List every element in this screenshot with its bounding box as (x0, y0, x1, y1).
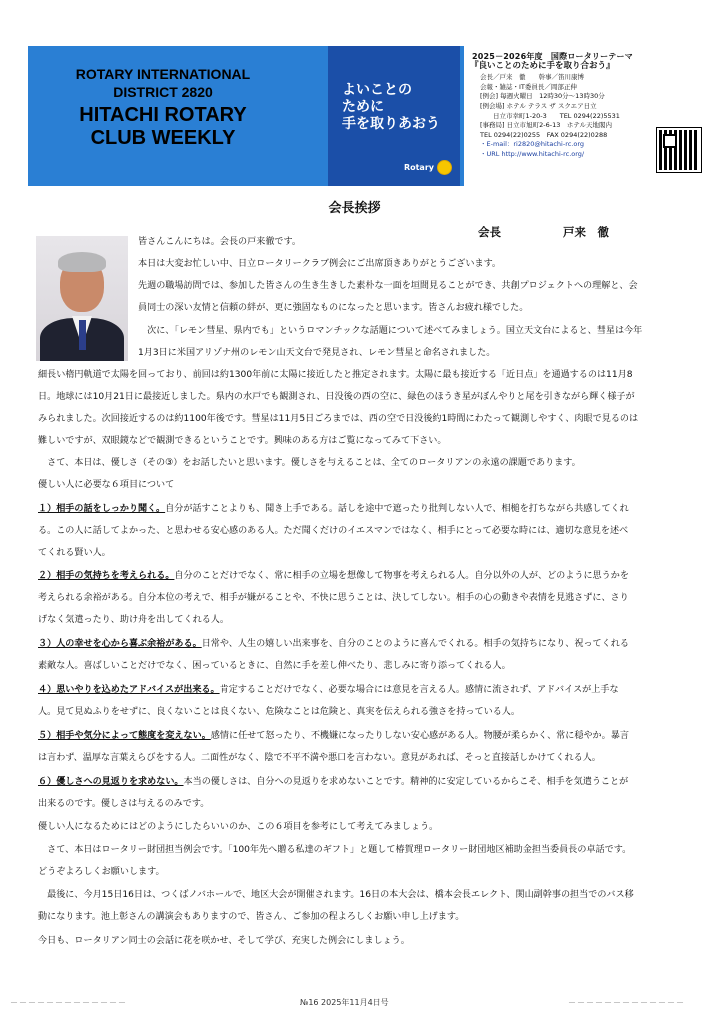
info-row: [事務局] 日立市旭町2-6-13 ホテル天地閣内 (480, 121, 613, 130)
author-line (478, 224, 609, 240)
line-text: 本日は大変お忙しい中、日立ロータリークラブ例会にご出席頂きありがとうございます。 (138, 259, 502, 269)
masthead-line-3: HITACHI ROTARY (79, 104, 247, 126)
article-line (38, 475, 174, 497)
logo-text: Rotary (403, 163, 434, 172)
article-line (38, 862, 165, 884)
footer-dashes-right: －－－－－－－－－－－－－ (568, 998, 685, 1007)
line-text: 1月3日に米国アリゾナ州のレモン山天文台で発見され、レモン彗星と命名されました。 (138, 348, 496, 358)
line-text: 人。見て見ぬふりをせずに、良くないことは良くない、危険なことは危険と、真実を伝えられる強さを持っている人。 (38, 707, 520, 717)
line-text: 出来るのです。優しさは与えるのみです。 (38, 799, 210, 809)
section-heading: ６）優しさへの見返りを求めない。 (38, 777, 184, 787)
line-text: 今日も、ロータリアン同士の会話に花を咲かせ、そして学び、充実した例会にしましょう。 (38, 936, 410, 946)
line-text: は言わず、温厚な言葉えらびをする人。二面性がなく、陰で不平不満や悪口を言わない。意見があれば、そっと直接話しかけてくれる人。 (38, 753, 601, 763)
info-row: 会報・雑誌・IT委員長／岡部正伸 (480, 82, 577, 91)
article-line (38, 387, 635, 409)
line-text: さて、本日は、優しさ（その③）をお話したいと思います。優しさを与えることは、全てのロータリアンの永遠の課題であります。 (38, 458, 581, 468)
article-line (38, 772, 628, 794)
rotary-wheel-icon (437, 160, 452, 175)
section-heading: ４）思いやりを込めたアドバイスが出来る。 (38, 685, 220, 695)
theme-line: 2025－2026年度 国際ロータリーテーマ (472, 52, 633, 61)
line-text: みられました。次回接近するのは約1100年後です。彗星は11月5日ごろまでは、西の空で日没後約1時間にわたって観測しやすく、肉眼で見るのは (38, 414, 639, 424)
line-text: 動になります。池上彰さんの講演会もありますので、皆さん、ご参加の程よろしくお願い申し上げます。 (38, 912, 465, 922)
line-text: 最後に、今月15日16日は、つくばノバホールで、地区大会が開催されます。16日の本大会は、橋本会長エレクト、関山副幹事の担当でのバス移 (38, 890, 634, 900)
masthead-line-4: CLUB WEEKLY (90, 127, 236, 149)
theme: 『良いことのために手を取り合おう』 (470, 60, 615, 71)
line-text: 優しい人に必要な６項目について (38, 480, 175, 490)
masthead-line-1: ROTARY INTERNATIONAL (75, 66, 251, 82)
article-line (38, 431, 447, 453)
article-line (38, 499, 629, 521)
president-photo (36, 236, 128, 361)
author-role: 会長 (478, 225, 501, 239)
club-name-block (38, 54, 288, 178)
line-text: どうぞよろしくお願いします。 (38, 867, 165, 877)
article-line (38, 885, 634, 907)
rotary-logo (404, 159, 452, 176)
line-text: 考えられる余裕がある。自分本位の考えで、相手が嫌がることや、不快に思うことは、決してしない。相手の心の動きや表情を見逃さずに、さり (38, 593, 629, 603)
info-row: [例会] 毎週火曜日 12時30分～13時30分 (480, 92, 605, 101)
line-text: 日。地球には10月21日に最接近しました。県内の水戸でも観測され、日没後の西の空に、緑色のほうき星がぼんやりと尾を引きながら輝く様子が (38, 392, 635, 402)
info-row: 会長／戸来 徹 幹事／笛川康博 (480, 73, 584, 82)
masthead-line-2: DISTRICT 2820 (113, 84, 213, 100)
article-line (38, 521, 628, 543)
article-line (38, 726, 629, 748)
article-line (38, 656, 511, 678)
line-text: 員同士の深い友情と信頼の絆が、更に強固なものになったと思います。皆さんお疲れ様でした。 (138, 303, 529, 313)
line-text: 日常や、人生の嬉しい出来事を、自分のことのように喜んでくれる。相手の気持ちになり、祝ってくれる (201, 639, 629, 649)
article-line (38, 794, 209, 816)
line-text: 細長い楕円軌道で太陽を回っており、前回は約1300年前に太陽に接近したと推定されます。太陽に最も接近する「近日点」を通過するのは11月8 (38, 370, 633, 380)
footer-dashes-left: －－－－－－－－－－－－－ (10, 998, 127, 1007)
article-line (38, 453, 581, 475)
article-line (38, 907, 464, 929)
line-text: 次に、「レモン彗星、県内でも」というロマンチックな話題について述べてみましょう。国立天文台によると、彗星は今年 (138, 326, 643, 336)
club-info-panel (464, 46, 683, 186)
line-text: る。この人に話してよかった、と思わせる安心感のある人。ただ聞くだけのイエスマンではなく、相手にとって必要な時には、適切な意見を述べ (38, 526, 629, 536)
section-heading: ５）相手や気分によって態度を変えない。 (38, 731, 211, 741)
article-line (38, 817, 438, 839)
article-line (38, 748, 601, 770)
qr-code-icon (657, 128, 701, 172)
article-line (38, 566, 629, 588)
article-line (138, 254, 501, 276)
line-text: てくれる賢い人。 (38, 548, 111, 558)
line-text: 感情に任せて怒ったり、不機嫌になったりしない安心感がある人。物腰が柔らかく、常に穏やか。暴言 (210, 731, 629, 741)
slogan-line-3: 手を取りあおう (342, 116, 440, 132)
article-line (38, 588, 629, 610)
slogan-line-2: ために (342, 99, 384, 115)
line-text: げなく気遣ったり、助け舟を出してくれる人。 (38, 615, 229, 625)
url-link[interactable]: ・URL http://www.hitachi-rc.org/ (480, 149, 585, 158)
article-line (38, 543, 111, 565)
line-text: 肯定することだけでなく、必要な場合には意見を言える人。感情に流されず、アドバイスが上手な (219, 685, 619, 695)
section-heading: ３）人の幸せを心から喜ぶ余裕がある。 (38, 639, 202, 649)
line-text: 自分のことだけでなく、常に相手の立場を想像して物事を考えられる人。自分以外の人が、どのように思うかを (174, 571, 629, 581)
issue-number: №16 2025年11月4日号 (300, 998, 389, 1007)
article-line (38, 365, 633, 387)
article-line (38, 702, 520, 724)
line-text: 素敵な人。喜ばしいことだけでなく、困っているときに、自然に手を差し伸べたり、悲しみに寄り添ってくれる人。 (38, 661, 511, 671)
article-line (38, 610, 229, 632)
article-line (38, 680, 619, 702)
line-text: 本当の優しさは、自分への見返りを求めないことです。精神的に安定しているからこそ、相手を気遣うことが (183, 777, 629, 787)
article-line (38, 634, 629, 656)
article-line (38, 931, 410, 953)
line-text: 優しい人になるためにはどのようにしたらいいのか、この６項目を参考にして考えてみましょう。 (38, 822, 439, 832)
article-line (138, 276, 638, 298)
article-line (138, 298, 528, 320)
slogan-panel (328, 46, 460, 186)
article-line (138, 343, 495, 365)
article-line (38, 840, 631, 862)
line-text: 皆さんこんにちは。会長の戸来徹です。 (138, 237, 301, 247)
masthead (28, 46, 683, 186)
section-heading: １）相手の話をしっかり聞く。 (38, 504, 166, 514)
info-row: 日立市幸町1-20-3 TEL 0294(22)5531 (480, 111, 620, 120)
article-line (138, 232, 301, 254)
article-line (138, 321, 642, 343)
line-text: 先週の職場訪問では、参加した皆さんの生き生きした素朴な一面を垣間見ることができ、共創プロジェクトへの理解と、会 (138, 281, 638, 291)
line-text: さて、本日はロータリー財団担当例会です。「100年先へ贈る私達のギフト」と題して椿賀理ロータリー財団地区補助金担当委員長の卓話です。 (38, 845, 632, 855)
slogan-line-1: よいことの (342, 82, 412, 98)
line-text: 自分が話すことよりも、聞き上手である。話しを途中で遮ったり批判しない人で、相槌を打ちながら共感してくれ (165, 504, 629, 514)
author-name: 戸来 徹 (563, 225, 610, 239)
article-title: 会長挨拶 (328, 201, 381, 216)
section-heading: ２）相手の気持ちを考えられる。 (38, 571, 175, 581)
email-link[interactable]: ・E-mail：ri2820@hitachi-rc.org (480, 140, 585, 149)
info-row: TEL 0294(22)0255 FAX 0294(22)0288 (480, 130, 608, 139)
article-line (38, 409, 638, 431)
line-text: 難しいですが、双眼鏡などで観測できるということです。興味のある方はご覧になってみて下さい。 (38, 436, 447, 446)
info-row: [例会場] ホテル テラス ザ スクエア日立 (480, 101, 597, 110)
